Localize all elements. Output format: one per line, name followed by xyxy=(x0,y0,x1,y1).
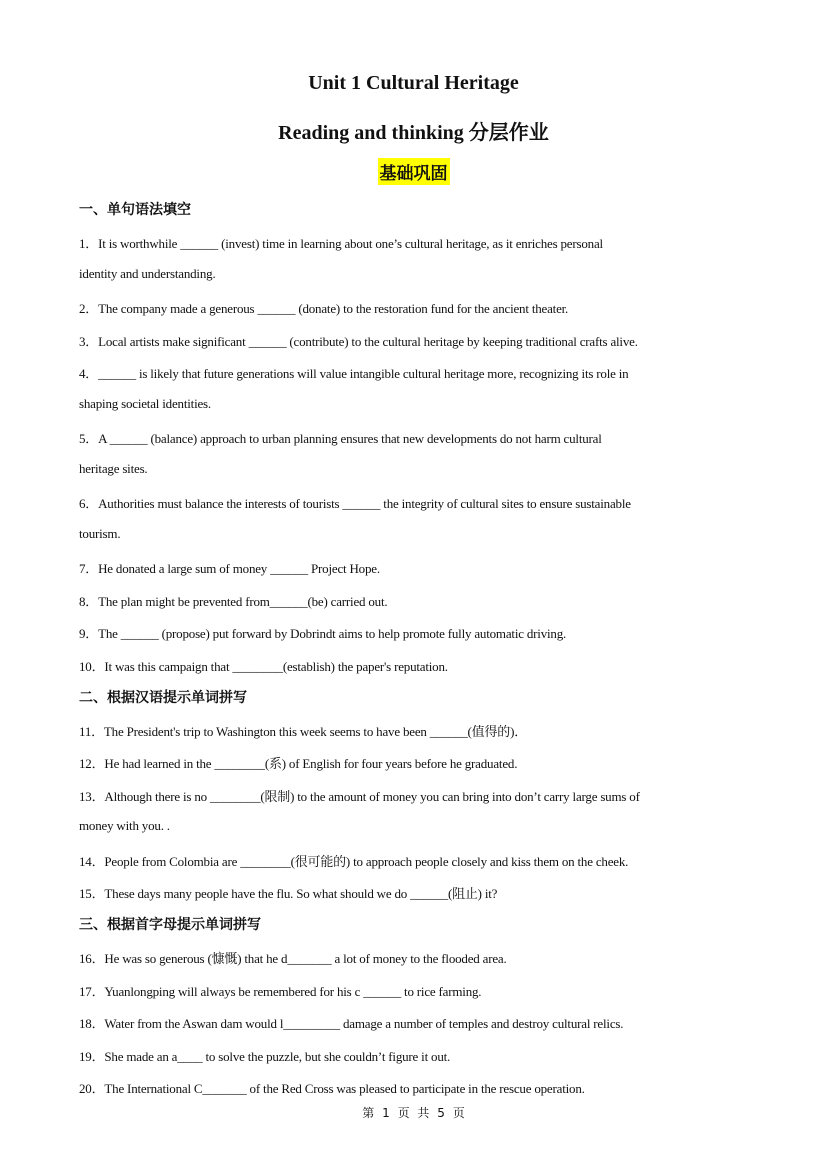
question-line: 13．Although there is no ________(限制) to the amount of money you can bring into don’t carry large sums of xyxy=(79,789,640,804)
question-line: shaping societal identities. xyxy=(79,396,211,411)
footer-total-number: 5 xyxy=(437,1106,445,1120)
question-line: 17．Yuanlongping will always be remembered for his c ______ to rice farming. xyxy=(79,984,482,999)
question-line: 15．These days many people have the flu. So what should we do ______(阻止) it? xyxy=(79,886,498,901)
question-line: identity and understanding. xyxy=(79,266,216,281)
question-line: heritage sites. xyxy=(79,461,148,476)
question-line: 4．______ is likely that future generations will value intangible cultural heritage more, recognizing its role in xyxy=(79,366,629,381)
question-line: tourism. xyxy=(79,526,121,541)
question-line: 6．Authorities must balance the interests of tourists ______ the integrity of cultural sites to ensure sustainable xyxy=(79,496,631,511)
question-line: 20．The International C_______ of the Red Cross was pleased to participate in the rescue operation. xyxy=(79,1081,585,1096)
question-line: 19．She made an a____ to solve the puzzle, but she couldn’t figure it out. xyxy=(79,1049,451,1064)
question-line: 12．He had learned in the ________(系) of English for four years before he graduated. xyxy=(79,756,518,771)
footer-total-label: 共 xyxy=(417,1106,430,1120)
footer-page-label: 第 xyxy=(362,1106,375,1120)
section-heading-1: 一、单句语法填空 xyxy=(79,202,191,218)
level-tag: 基础巩固 xyxy=(378,158,450,185)
section-heading-3: 三、根据首字母提示单词拼写 xyxy=(79,917,261,933)
question-line: 9．The ______ (propose) put forward by Dobrindt aims to help promote fully automatic driving. xyxy=(79,626,567,641)
section-heading-2: 二、根据汉语提示单词拼写 xyxy=(79,690,247,706)
question-line: 8．The plan might be prevented from______(be) carried out. xyxy=(79,594,388,609)
document-title: Unit 1 Cultural Heritage xyxy=(308,72,519,94)
question-line: 2．The company made a generous ______ (donate) to the restoration fund for the ancient theater. xyxy=(79,301,569,316)
question-line: 16．He was so generous (慷慨) that he d_______ a lot of money to the flooded area. xyxy=(79,951,507,966)
question-line: 11．The President's trip to Washington this week seems to have been ______(值得的)． xyxy=(79,724,528,739)
document-subtitle: Reading and thinking 分层作业 xyxy=(278,122,549,144)
footer-page-number: 1 xyxy=(382,1106,390,1120)
question-line: 14．People from Colombia are ________(很可能的) to approach people closely and kiss them on the cheek. xyxy=(79,854,629,869)
question-line: 7．He donated a large sum of money ______ Project Hope. xyxy=(79,561,380,576)
footer-total-unit: 页 xyxy=(452,1106,465,1120)
question-line: 1．It is worthwhile ______ (invest) time in learning about one’s cultural heritage, as it enriches personal xyxy=(79,236,603,251)
question-line: 3．Local artists make significant ______ (contribute) to the cultural heritage by keeping traditional crafts alive. xyxy=(79,334,638,349)
question-line: 5．A ______ (balance) approach to urban planning ensures that new developments do not harm cultural xyxy=(79,431,602,446)
footer-page-unit: 页 xyxy=(397,1106,410,1120)
question-line: 18．Water from the Aswan dam would l_________ damage a number of temples and destroy cultural relics. xyxy=(79,1016,624,1031)
page-footer xyxy=(0,1104,827,1121)
question-line: money with you. . xyxy=(79,818,170,833)
question-line: 10．It was this campaign that ________(establish) the paper's reputation. xyxy=(79,659,448,674)
